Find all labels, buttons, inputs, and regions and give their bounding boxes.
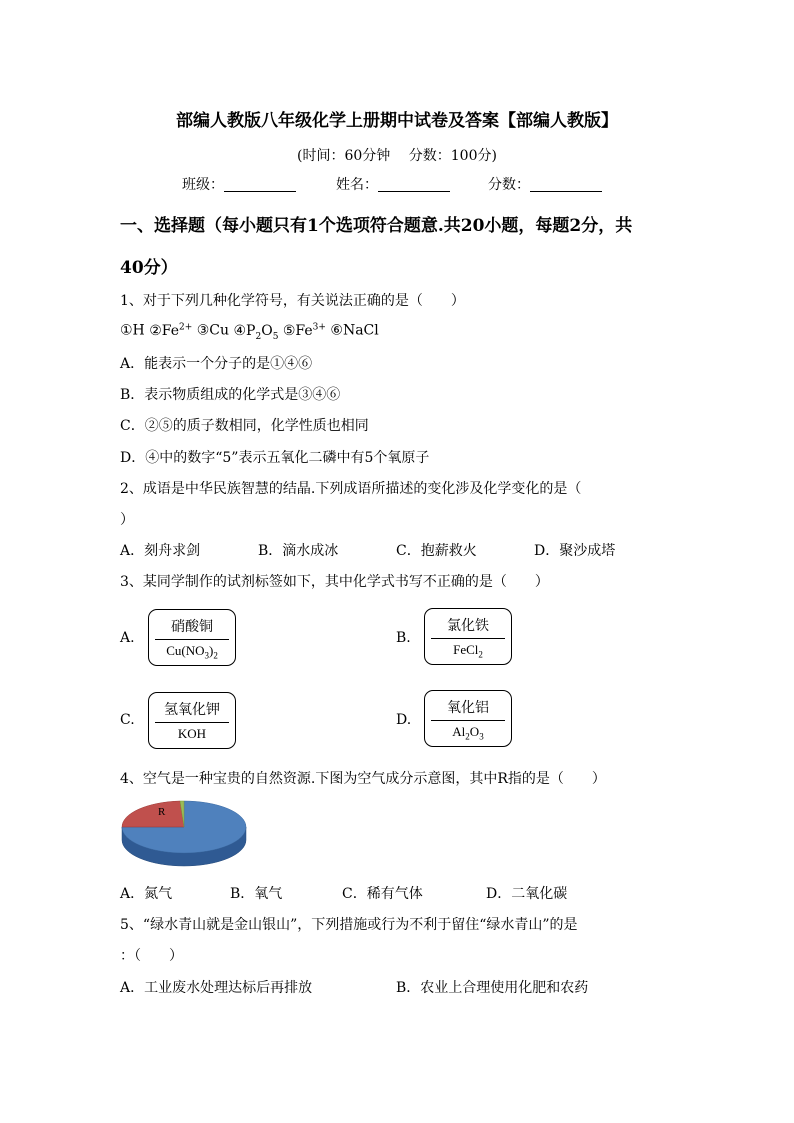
reagent-label-d (424, 690, 512, 747)
symbol-2: $②Fe^{2+}$ (149, 322, 193, 339)
question-3-option-d-letter: D. (396, 712, 412, 728)
question-2-option-b: B．滴水成冰 (258, 543, 339, 559)
question-4-option-c: C．稀有气体 (342, 886, 423, 902)
question-4-option-b: B．氧气 (230, 886, 283, 902)
reagent-divider-a (155, 639, 229, 640)
class-blank (224, 175, 296, 192)
reagent-formula-a: $Cu(NO_3)_2$ (166, 643, 218, 661)
question-1-option-b: B．表示物质组成的化学式是③④⑥ (120, 387, 341, 403)
reagent-formula-b: FeCl$_2$ (453, 642, 483, 660)
symbol-3: ③Cu (196, 322, 230, 339)
page-title: 部编人教版八年级化学上册期中试卷及答案【部编人教版】 (176, 111, 618, 131)
reagent-label-a (148, 609, 236, 666)
section-heading-line2: 40分） (120, 258, 178, 278)
reagent-name-c: 氢氧化钾 (164, 702, 220, 718)
question-5-stem-line1: 5、“绿水青山就是金山银山”，下列措施或行为不利于留住“绿水青山”的是 (120, 917, 578, 933)
question-3-stem: 3、某同学制作的试剂标签如下，其中化学式书写不正确的是（ ） (120, 574, 549, 590)
score-label: 分数： (488, 177, 530, 193)
reagent-divider-d (431, 720, 505, 721)
question-3-option-c-letter: C. (120, 712, 135, 728)
question-5-option-b: B．农业上合理使用化肥和农药 (396, 980, 589, 996)
question-4-stem: 4、空气是一种宝贵的自然资源.下图为空气成分示意图，其中R指的是（ ） (120, 771, 606, 787)
score-blank (530, 175, 602, 192)
question-3-option-b-letter: B. (396, 630, 411, 646)
question-2-option-a: A．刻舟求剑 (120, 543, 201, 559)
name-label: 姓名： (336, 177, 378, 193)
class-field (182, 174, 296, 194)
symbol-6: ⑥NaCl (330, 322, 379, 339)
class-label: 班级： (182, 177, 224, 193)
question-4-option-a: A．氮气 (120, 886, 173, 902)
name-field (336, 174, 450, 194)
question-1-option-c: C．②⑤的质子数相同，化学性质也相同 (120, 418, 369, 434)
pie-label-r: R (158, 806, 166, 818)
question-2-stem-line1: 2、成语是中华民族智慧的结晶.下列成语所描述的变化涉及化学变化的是（ (120, 481, 582, 497)
question-3-option-a-letter: A. (120, 630, 135, 646)
score-field (488, 174, 602, 194)
question-4-option-d: D．二氧化碳 (486, 886, 568, 902)
question-1-stem: 1、对于下列几种化学符号，有关说法正确的是（ ） (120, 293, 465, 309)
question-5-stem-line2: ：（ ） (120, 948, 183, 964)
question-2-option-c: C．抱薪救火 (396, 543, 477, 559)
symbol-4: $④P_2O_5$ (233, 322, 279, 342)
reagent-name-d: 氧化铝 (447, 700, 489, 716)
symbol-5: $⑤Fe^{3+}$ (282, 322, 326, 339)
reagent-label-b (424, 608, 512, 665)
section-heading-line1: 一、选择题（每小题只有1个选项符合题意.共20小题，每题2分，共 (120, 216, 633, 236)
air-composition-pie-chart (118, 794, 250, 874)
reagent-formula-d: $Al_2O_3$ (452, 724, 484, 742)
reagent-name-b: 氯化铁 (447, 618, 489, 634)
question-2-option-d: D．聚沙成塔 (534, 543, 616, 559)
reagent-divider-b (431, 638, 505, 639)
question-1-option-d: D．④中的数字“5”表示五氧化二磷中有5个氧原子 (120, 450, 430, 466)
reagent-name-a: 硝酸铜 (171, 619, 213, 635)
question-1-option-a: A．能表示一个分子的是①④⑥ (120, 356, 313, 372)
reagent-divider-c (155, 722, 229, 723)
name-blank (378, 175, 450, 192)
reagent-label-c (148, 692, 236, 749)
question-5-option-a: A．工业废水处理达标后再排放 (120, 980, 313, 996)
question-1-symbols (120, 322, 379, 341)
reagent-formula-c: KOH (177, 726, 207, 741)
symbol-1: ①H (120, 322, 145, 339)
exam-time-score: (时间：60分钟 分数：100分) (297, 148, 497, 164)
pie-slice-r (122, 801, 184, 827)
question-2-stem-line2: ） (120, 512, 134, 528)
